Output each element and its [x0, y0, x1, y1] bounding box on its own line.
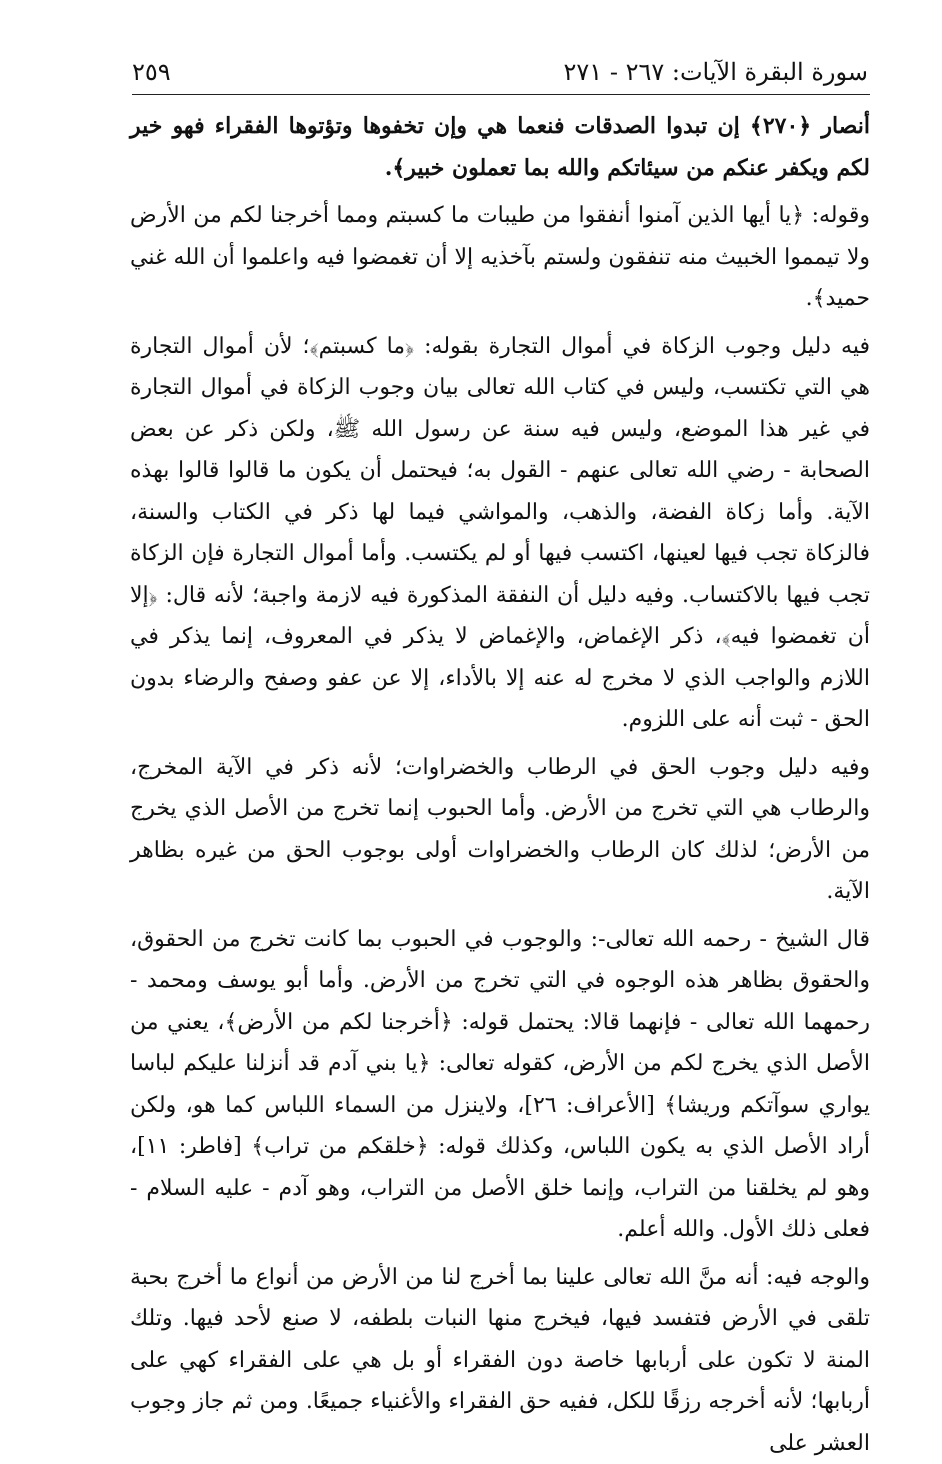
header-rule [132, 94, 870, 95]
page-number: ٢٥٩ [132, 58, 171, 86]
paragraph-sheikh: قال الشيخ - رحمه الله تعالى-: والوجوب في الحبوب بما كانت تخرج من الحقوق، والحقوق بظاهر هذه الوجوه في التي تخرج من الأرض. وأما أبو يوسف ومحمد - رحمهما الله تعالى - فإنهما قالا: يحتمل قوله: ﴿أخرجنا لكم من الأرض﴾، يعني من الأصل الذي يخرج لكم من الأرض، كقوله تعالى: ﴿يا بني آدم قد أنزلنا عليكم لباسا يواري سوآتكم وريشا﴾ [الأعراف: ٢٦]، ولاينزل من السماء اللباس كما هو، ولكن أراد الأصل الذي به يكون اللباس، وكذلك قوله: ﴿خلقكم من تراب﴾ [فاطر: ١١]، وهو لم يخلقنا من التراب، وإنما خلق الأصل من التراب، وهو آدم - عليه السلام - فعلى ذلك الأول. والله أعلم. [130, 919, 870, 1251]
quran-verse-paragraph: أنصار ﴿٢٧٠﴾ إن تبدوا الصدقات فنعما هي وإن تخفوها وتؤتوها الفقراء فهو خير لكم ويكفر عنكم من سيئاتكم والله بما تعملون خبير﴾. [130, 106, 870, 189]
paragraph-vegetables: وفيه دليل وجوب الحق في الرطاب والخضراوات؛ لأنه ذكر في الآية المخرج، والرطاب هي التي تخرج من الأرض. وأما الحبوب إنما تخرج من الأصل الذي يخرج من الأرض؛ لذلك كان الرطاب والخضراوات أولى بوجوب الحق من غيره بظاهر الآية. [130, 747, 870, 913]
paragraph-trade-zakat: فيه دليل وجوب الزكاة في أموال التجارة بقوله: ﴿ما كسبتم﴾؛ لأن أموال التجارة هي التي تكتسب، وليس في كتاب الله تعالى بيان وجوب الزكاة في أموال التجارة في غير هذا الموضع، وليس فيه سنة عن رسول الله ﷺ، ولكن ذكر عن بعض الصحابة - رضي الله تعالى عنهم - القول به؛ فيحتمل أن يكون ما قالوا قالوا بهذه الآية. وأما زكاة الفضة، والذهب، والمواشي فيما لها ذكر في الكتاب والسنة، فالزكاة تجب فيها لعينها، اكتسب فيها أو لم يكتسب. وأما أموال التجارة فإن الزكاة تجب فيها بالاكتساب. وفيه دليل أن النفقة المذكورة فيه لازمة واجبة؛ لأنه قال: ﴿إلا أن تغمضوا فيه﴾، ذكر الإغماض، والإغماض لا يذكر في المعروف، إنما يذكر في اللازم والواجب الذي لا مخرج له عنه إلا بالأداء، إلا عن عفو وصفح والرضاء بدون الحق - ثبت أنه على اللزوم. [130, 326, 870, 741]
body-text [130, 106, 870, 1464]
paragraph-reasoning: والوجه فيه: أنه منَّ الله تعالى علينا بما أخرج لنا من الأرض من أنواع ما أخرج بحبة تلقى في الأرض فتفسد فيها، فيخرج منها النبات بلطفه، لا صنع لأحد فيها. وتلك المنة لا تكون على أربابها خاصة دون الفقراء أو بل هي على الفقراء كهي على أربابها؛ لأنه أخرجه رزقًا للكل، ففيه حق الفقراء والأغنياء جميعًا. ومن ثم جاز وجوب العشر على [130, 1257, 870, 1464]
running-title: سورة البقرة الآيات: ٢٦٧ - ٢٧١ [564, 58, 868, 86]
page-header [132, 52, 868, 92]
paragraph-verse-267: وقوله: ﴿يا أيها الذين آمنوا أنفقوا من طيبات ما كسبتم ومما أخرجنا لكم من الأرض ولا تيمموا الخبيث منه تنفقون ولستم بآخذيه إلا أن تغمضوا فيه واعلموا أن الله غني حميد﴾. [130, 195, 870, 320]
